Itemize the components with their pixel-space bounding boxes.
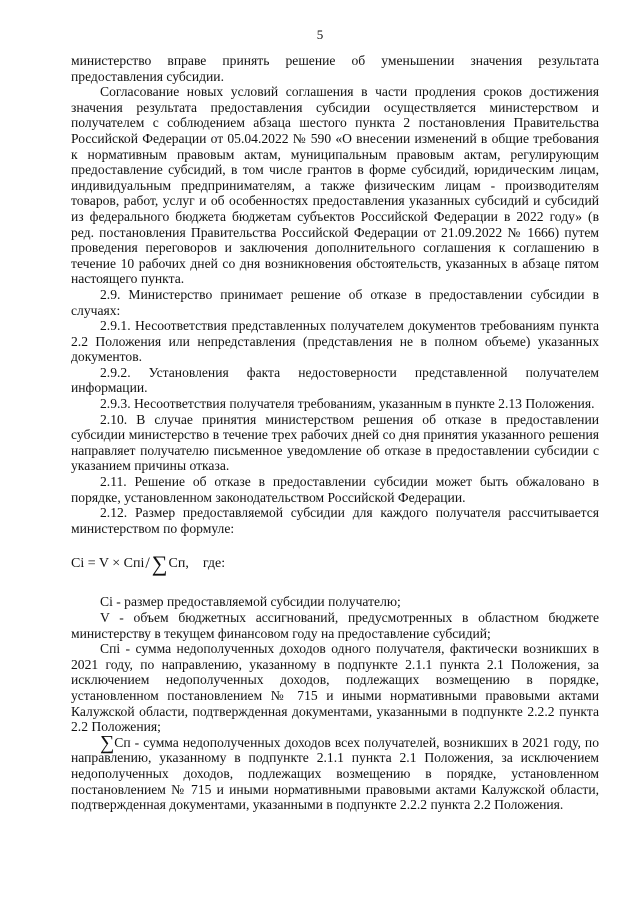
subsidy-formula [71,551,599,577]
page-number: 5 [316,27,324,42]
paragraph: министерство вправе принять решение об уменьшении значения результата предоставления субсидии. [71,53,599,84]
definition-sum-cp [71,731,599,813]
paragraph: 2.9. Министерство принимает решение об отказе в предоставлении субсидии в случаях: [71,286,599,318]
formula-lhs: Ci = V × Cпi [71,556,145,572]
definition-ci: Ci - размер предоставляемой субсидии получателю; [100,594,401,610]
paragraph: 2.9.1. Несоответствия представленных получателем документов требованиям пункта 2.2 Положения или непредставления (представления не в полном объеме) указанных документов. [71,318,599,365]
formula-where: где: [202,556,226,572]
definition-v: V - объем бюджетных ассигнований, предусмотренных в областном бюджете министерству в текущем финансовом году на предоставление субсидий; [71,610,599,641]
paragraph: 2.10. В случае принятия министерством решения об отказе в предоставлении субсидии министерство в течение трех рабочих дней со дня принятия указанного решения направляет получателю письменное уведомление об отказе в предоставлении субсидии с указанием причины отказа. [71,411,599,474]
formula-rhs: Cп, [168,556,189,572]
document-body [71,53,599,813]
sum-symbol: ∑ [100,731,115,754]
paragraph: 2.9.3. Несоответствия получателя требованиям, указанным в пункте 2.13 Положения. [100,396,595,412]
sum-symbol: ∑ [151,551,168,577]
definition-symbol: Cп [114,734,131,750]
paragraph: 2.12. Размер предоставляемой субсидии для каждого получателя рассчитывается министерством по формуле: [71,505,599,536]
paragraph: 2.9.2. Установления факта недостоверности представленной получателем информации. [71,364,599,396]
formula-slash: / [145,555,150,573]
paragraph: Согласование новых условий соглашения в части продления сроков достижения значения результата предоставления субсидии осуществляется министерством и получателем с соблюдением абзаца шестого пункта 2 постановления Правительства Российской Федерации от 05.04.2022 № 590 «О внесении изменений в общие требования к нормативным правовым актам, муниципальным правовым актам, регулирующим предоставление субсидий, в том числе грантов в форме субсидий, юридическим лицам, индивидуальным предпринимателям, а также физическим лицам - производителям товаров, работ, услуг и об особенностях предоставления указанных субсидий и субсидий из федерального бюджета бюджетам субъектов Российской Федерации в 2022 году» (в ред. постановления Правительства Российской Федерации от 21.09.2022 № 1666) путем проведения переговоров и заключения дополнительного соглашения к соглашению в течение 10 рабочих дней со дня возникновения обстоятельств, указанных в абзаце пятом настоящего пункта. [71,84,599,287]
definition-text: - сумма недополученных доходов всех получателей, возникших в 2021 году, по направлению, указанному в подпункте 2.1.1 пункта 2.1 Положения, за исключением недополученных доходов, подлежащих возмещению в порядке, установленном постановлением № 715 и иными нормативными правовыми актами Калужской области, подтвержденная документами, указанными в подпункте 2.2.2 пункта 2.2 Положения. [71,734,599,813]
definition-cpi: Cпi - сумма недополученных доходов одного получателя, фактически возникших в 2021 году, по направлению, указанному в подпункте 2.1.1 пункта 2.1 Положения, за исключением недополученных доходов, подлежащих возмещению в порядке, установленном постановлением № 715 и иными нормативными правовыми актами Калужской области, подтвержденная документами, указанными в подпункте 2.2.2 пункта 2.2 Положения; [71,641,599,735]
paragraph: 2.11. Решение об отказе в предоставлении субсидии может быть обжаловано в порядке, установленном законодательством Российской Федерации. [71,474,599,505]
